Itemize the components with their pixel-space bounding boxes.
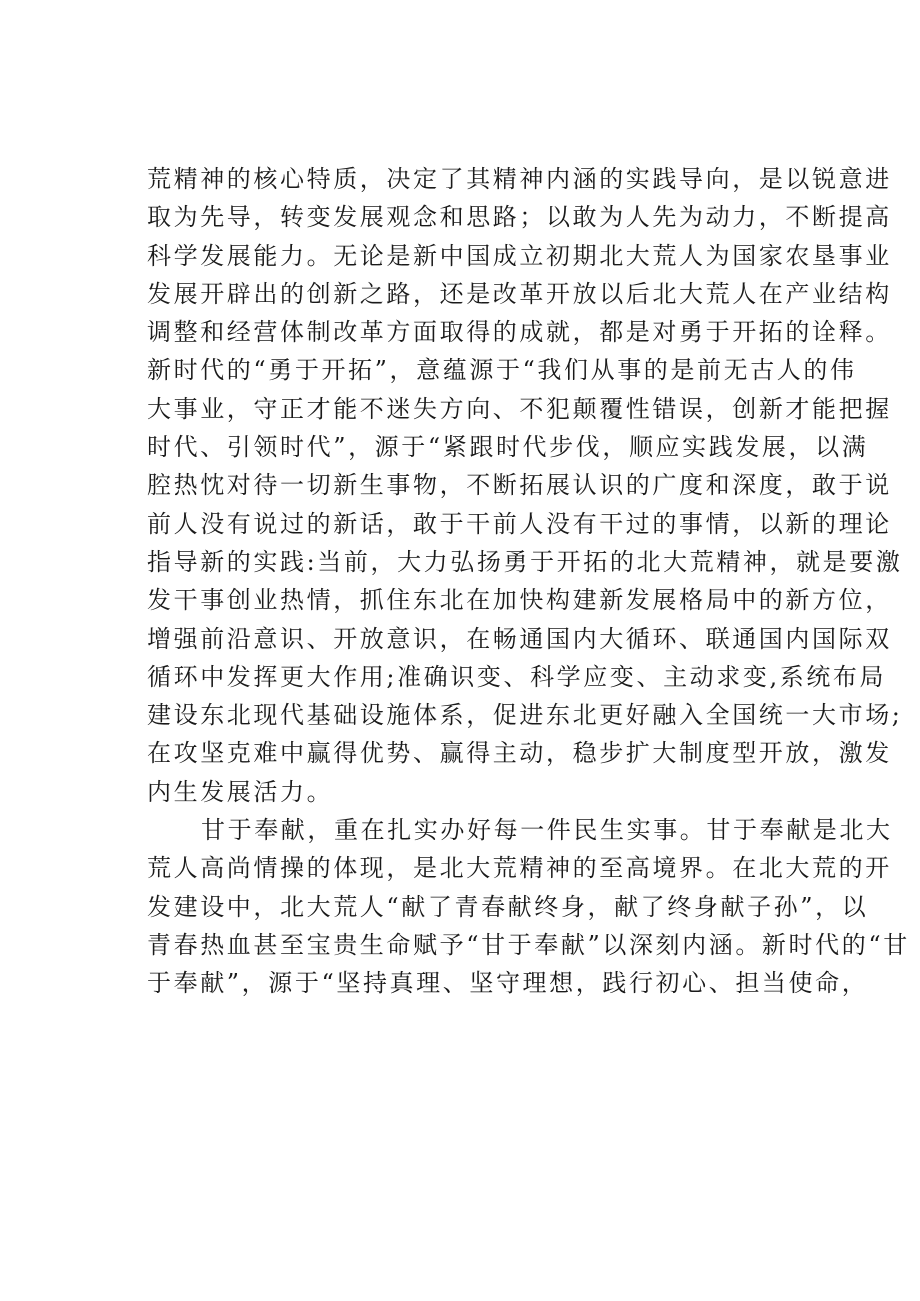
text-line: 荒精神的核心特质，决定了其精神内涵的实践导向，是以锐意进 [147, 165, 892, 193]
text-line: 发建设中，北大荒人“献了青春献终身，献了终身献子孙”，以 [147, 892, 869, 921]
text-line: 建设东北现代基础设施体系，促进东北更好融入全国统一大市场; [147, 701, 903, 730]
text-line: 指导新的实践:当前，大力弘扬勇于开拓的北大荒精神，就是要激 [147, 547, 903, 576]
text-line: 于奉献”，源于“坚持真理、坚守理想，践行初心、担当使命， [147, 969, 869, 998]
text-line: 在攻坚克难中赢得优势、赢得主动，稳步扩大制度型开放，激发 [147, 739, 892, 768]
text-line: 调整和经营体制改革方面取得的成就，都是对勇于开拓的诠释。 [147, 318, 892, 347]
body-text [147, 160, 910, 1003]
text-line: 取为先导，转变发展观念和思路；以敢为人先为动力，不断提高 [147, 203, 892, 232]
paragraph-2 [147, 811, 910, 1002]
text-line: 发干事创业热情，抓住东北在加快构建新发展格局中的新方位， [147, 586, 892, 615]
text-line: 前人没有说过的新话，敢于干前人没有干过的事情，以新的理论 [147, 509, 892, 538]
text-line-first-indented: 甘于奉献，重在扎实办好每一件民生实事。甘于奉献是北大 [201, 816, 893, 845]
text-line: 腔热忱对待一切新生事物，不断拓展认识的广度和深度，敢于说 [147, 471, 892, 500]
text-line: 增强前沿意识、开放意识，在畅通国内大循环、联通国内国际双 [147, 624, 892, 653]
text-line: 新时代的“勇于开拓”，意蕴源于“我们从事的是前无古人的伟 [147, 356, 857, 385]
text-line: 青春热血甚至宝贵生命赋予“甘于奉献”以深刻内涵。新时代的“甘 [147, 930, 910, 959]
text-line: 时代、引领时代”，源于“紧跟时代步伐，顺应实践发展，以满 [147, 433, 869, 462]
text-line: 内生发展活力。 [147, 777, 334, 806]
text-line: 大事业，守正才能不迷失方向、不犯颠覆性错误，创新才能把握 [147, 394, 892, 423]
text-line: 循环中发挥更大作用;准确识变、科学应变、主动求变,系统布局 [147, 662, 887, 691]
text-line: 发展开辟出的创新之路，还是改革开放以后北大荒人在产业结构 [147, 279, 892, 308]
text-line: 科学发展能力。无论是新中国成立初期北大荒人为国家农垦事业 [147, 241, 892, 270]
text-line: 荒人高尚情操的体现，是北大荒精神的至高境界。在北大荒的开 [147, 854, 892, 883]
paragraph-1 [147, 160, 903, 811]
